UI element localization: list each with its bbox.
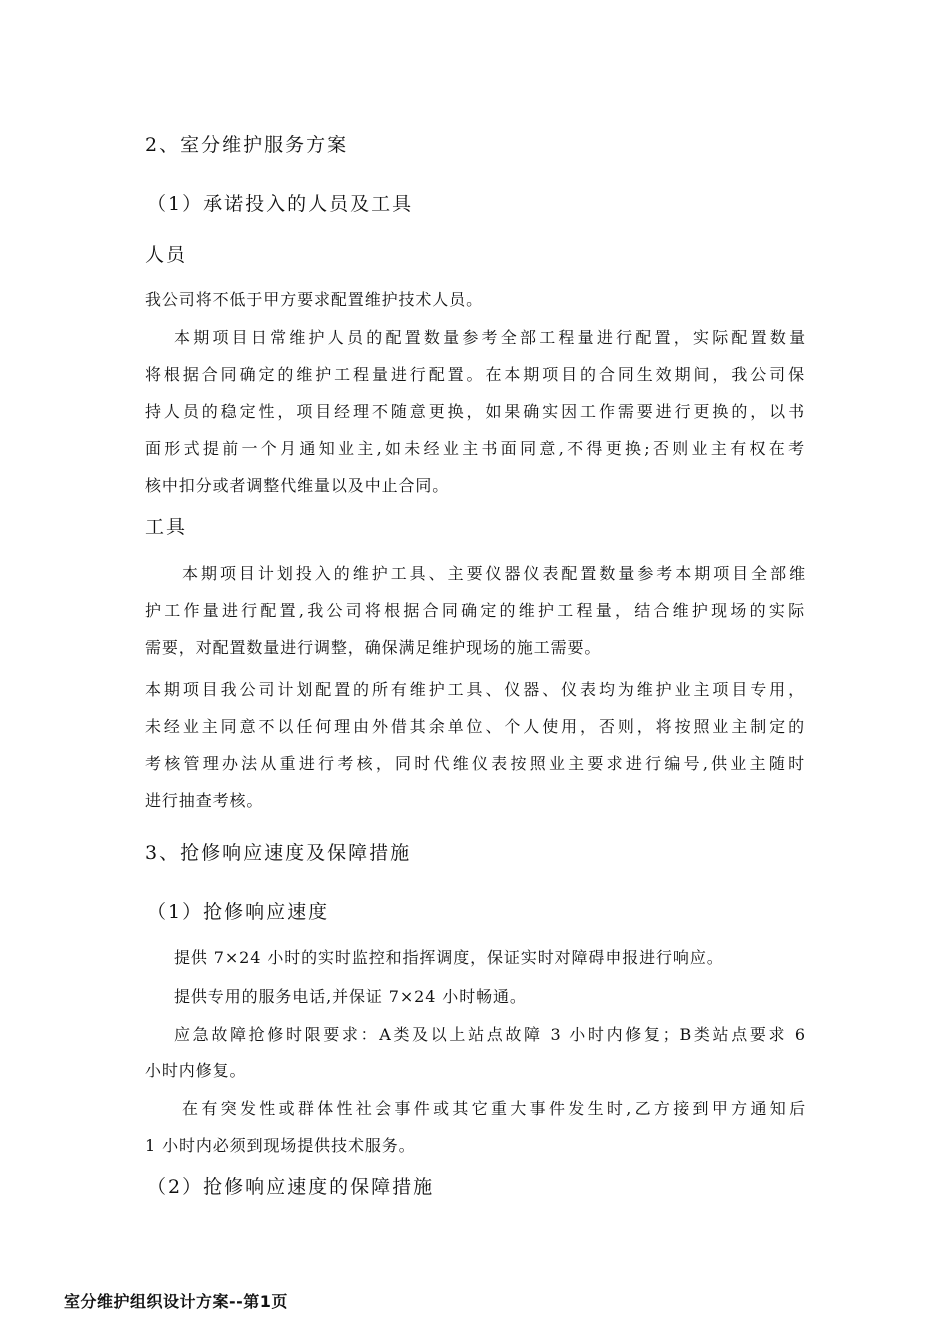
paragraph-personnel-line: 将根据合同确定的维护工程量进行配置。在本期项目的合同生效期间，我公司保 xyxy=(145,365,805,384)
paragraph-tools-usage-line: 考核管理办法从重进行考核，同时代维仪表按照业主要求进行编号,供业主随时 xyxy=(145,754,805,773)
paragraph-personnel-line: 面形式提前一个月通知业主,如未经业主书面同意,不得更换;否则业主有权在考 xyxy=(145,439,805,458)
label-tools: 工具 xyxy=(145,516,188,538)
paragraph-tools-line: 需要，对配置数量进行调整，确保满足维护现场的施工需要。 xyxy=(145,638,602,657)
subsection-heading-response-speed: （1）抢修响应速度 xyxy=(147,901,330,923)
paragraph-tools-usage-line: 进行抽查考核。 xyxy=(145,791,264,810)
section-heading-3: 3、抢修响应速度及保障措施 xyxy=(145,842,412,864)
paragraph-personnel-commitment: 我公司将不低于甲方要求配置维护技术人员。 xyxy=(145,290,484,309)
paragraph-speed-emergency-line: 1 小时内必须到现场提供技术服务。 xyxy=(145,1136,416,1155)
paragraph-speed-repair-line: 小时内修复。 xyxy=(145,1061,247,1080)
paragraph-personnel-line: 核中扣分或者调整代维量以及中止合同。 xyxy=(145,476,450,495)
paragraph-tools-usage-line: 本期项目我公司计划配置的所有维护工具、仪器、仪表均为维护业主项目专用， xyxy=(145,680,805,699)
paragraph-personnel-line: 持人员的稳定性，项目经理不随意更换，如果确实因工作需要进行更换的，以书 xyxy=(145,402,805,421)
paragraph-speed-emergency-line: 在有突发性或群体性社会事件或其它重大事件发生时,乙方接到甲方通知后 xyxy=(182,1099,806,1118)
page-footer: 室分维护组织设计方案--第1页 xyxy=(64,1292,288,1311)
paragraph-personnel-line: 本期项目日常维护人员的配置数量参考全部工程量进行配置，实际配置数量 xyxy=(174,328,806,347)
paragraph-tools-usage-line: 未经业主同意不以任何理由外借其余单位、个人使用，否则，将按照业主制定的 xyxy=(145,717,805,736)
subsection-heading-personnel-tools: （1）承诺投入的人员及工具 xyxy=(147,193,414,215)
section-heading-2: 2、室分维护服务方案 xyxy=(145,134,349,156)
label-personnel: 人员 xyxy=(145,244,188,266)
paragraph-speed-hotline: 提供专用的服务电话,并保证 7×24 小时畅通。 xyxy=(174,987,527,1006)
paragraph-speed-repair-line: 应急故障抢修时限要求：A类及以上站点故障 3 小时内修复；B类站点要求 6 xyxy=(174,1025,806,1044)
paragraph-tools-line: 本期项目计划投入的维护工具、主要仪器仪表配置数量参考本期项目全部维 xyxy=(182,564,806,583)
subsection-heading-guarantee-measures: （2）抢修响应速度的保障措施 xyxy=(147,1176,435,1198)
paragraph-speed-monitoring: 提供 7×24 小时的实时监控和指挥调度，保证实时对障碍申报进行响应。 xyxy=(174,948,724,967)
paragraph-tools-line: 护工作量进行配置,我公司将根据合同确定的维护工程量，结合维护现场的实际 xyxy=(145,601,805,620)
